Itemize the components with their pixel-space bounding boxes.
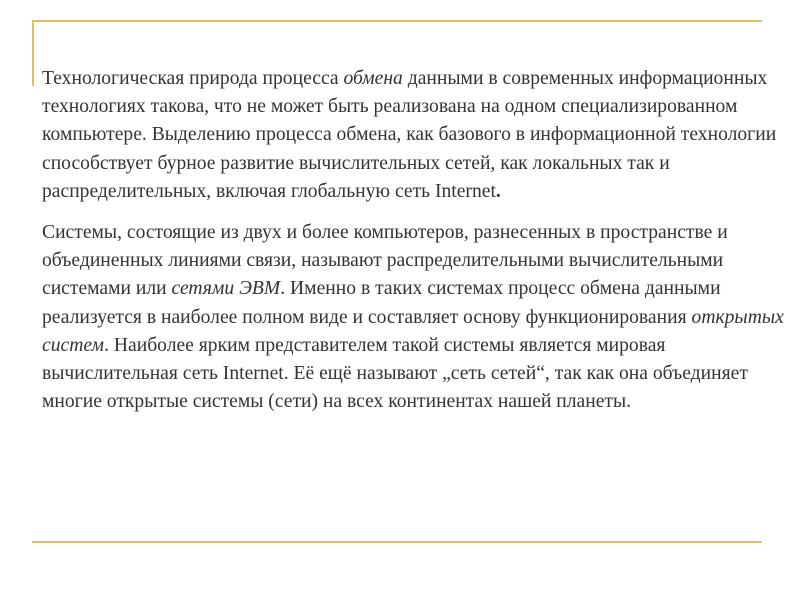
paragraph-1-text-a: Технологическая природа процесса [42,68,344,89]
term-obmena: обмена [343,68,403,89]
paragraph-2 [42,219,787,416]
paragraph-1-period: . [495,180,501,202]
left-rule [32,20,34,86]
paragraph-2-text-c: . Наиболее ярким представителем такой системы является мировая вычислительная сеть Internet. Её ещё называют „сеть сетей“, так как она объединяет многие открытые системы (сети) на всех континентах нашей планеты. [42,334,748,413]
slide-body [42,65,787,416]
term-seti-evm: сетями ЭВМ [171,278,281,300]
paragraph-1 [42,65,787,206]
paragraph-2-text-a: Системы, состоящие из двух и более компьютеров, разнесенных в пространстве и объединенных линиями связи, называют распределительными вычислительными системами или [42,222,728,300]
paragraph-1-text-b: данными в современных информационных технологиях такова, что не может быть реализована на одном специализированном компьютере. Выделению процесса обмена, как базового в информационной технологии способствует бурное развитие вычислительных сетей, как локальных так и распределительных, включая глобальную сеть Internet [42,68,777,202]
paragraph-2-text-b: . Именно в таких системах процесс обмена данными реализуется в наиболее полном виде и составляет основу функционирования [42,278,721,328]
term-otkrytyh-sistem: открытых систем [42,306,784,356]
bottom-rule [32,541,762,543]
top-rule [32,20,762,22]
